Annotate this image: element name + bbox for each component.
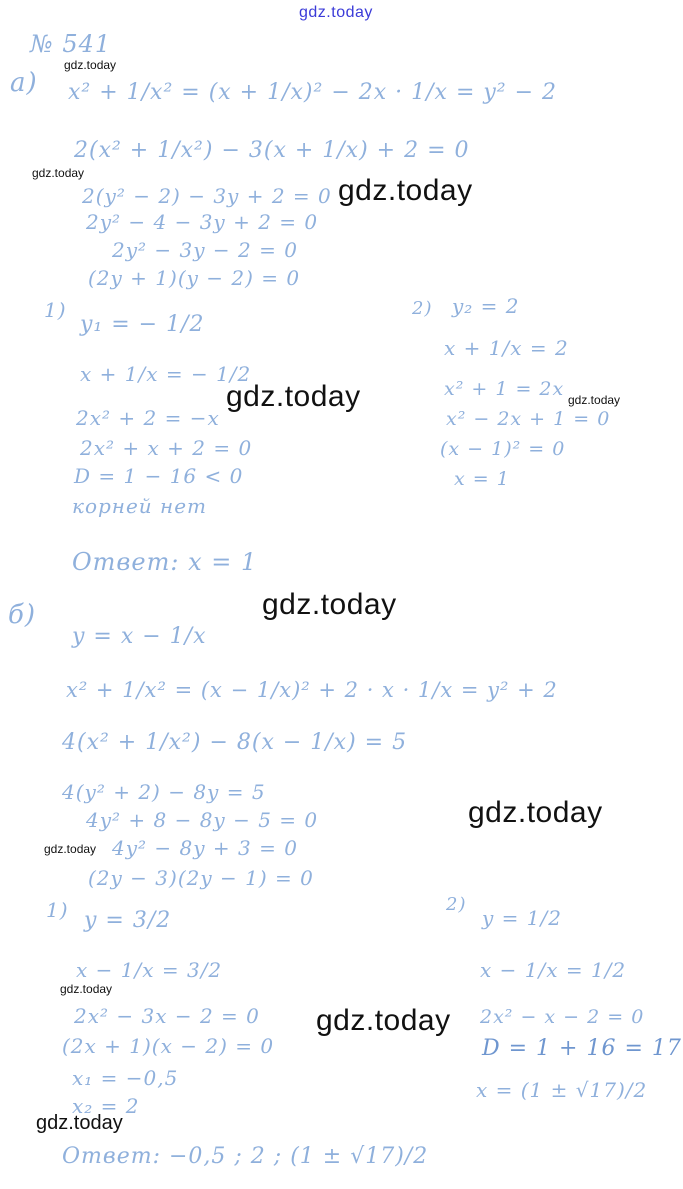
part-b-case1-step: x₁ = −0,5 <box>72 1066 179 1090</box>
part-b-case1-step: (2x + 1)(x − 2) = 0 <box>62 1034 275 1058</box>
watermark-medium[interactable]: gdz.today <box>36 1112 123 1134</box>
part-b-answer: Ответ: −0,5 ; 2 ; (1 ± √17)/2 <box>62 1144 429 1169</box>
part-b-case2-step: 2x² − x − 2 = 0 <box>480 1006 645 1028</box>
part-a-case1-step: 2x² + 2 = −x <box>76 406 220 430</box>
part-a-step: 2y² − 3y − 2 = 0 <box>112 238 298 262</box>
part-a-case1-root: y₁ = − 1/2 <box>80 312 205 337</box>
watermark-top[interactable]: gdz.today <box>299 4 373 21</box>
part-b-step: (2y − 3)(2y − 1) = 0 <box>88 866 314 890</box>
watermark-large[interactable]: gdz.today <box>226 380 361 413</box>
part-a-identity: x² + 1/x² = (x + 1/x)² − 2x · 1/x = y² − 2 <box>68 80 558 105</box>
part-a-equation: 2(x² + 1/x²) − 3(x + 1/x) + 2 = 0 <box>74 138 470 163</box>
part-b-case1-root: y = 3/2 <box>84 908 172 933</box>
part-b-case2-step: x = (1 ± √17)/2 <box>476 1078 648 1102</box>
part-a-label: а) <box>10 68 38 98</box>
part-a-case1-label: 1) <box>44 298 67 322</box>
part-b-case2-step: D = 1 + 16 = 17 <box>482 1036 682 1061</box>
watermark-small[interactable]: gdz.today <box>32 166 85 180</box>
watermark-large[interactable]: gdz.today <box>316 1004 451 1037</box>
part-b-case2-root: y = 1/2 <box>482 906 562 930</box>
part-b-identity: x² + 1/x² = (x − 1/x)² + 2 · x · 1/x = y² + 2 <box>66 678 558 702</box>
part-a-case1-step: корней нет <box>72 494 208 518</box>
part-a-step: 2(y² − 2) − 3y + 2 = 0 <box>82 184 332 208</box>
part-b-step: 4y² + 8 − 8y − 5 = 0 <box>86 808 319 832</box>
part-b-step: 4(y² + 2) − 8y = 5 <box>62 780 266 804</box>
part-b-case1-eq: x − 1/x = 3/2 <box>76 958 223 982</box>
part-b-case1-step: x₂ = 2 <box>72 1094 140 1118</box>
part-b-case2-eq: x − 1/x = 1/2 <box>480 958 627 982</box>
watermark-small[interactable]: gdz.today <box>60 982 113 996</box>
part-a-case1-step: D = 1 − 16 < 0 <box>74 464 244 488</box>
part-b-substitution: y = x − 1/x <box>72 624 207 649</box>
part-b-step: 4y² − 8y + 3 = 0 <box>112 836 298 860</box>
part-a-case2-step: (x − 1)² = 0 <box>440 438 566 460</box>
part-b-case1-step: 2x² − 3x − 2 = 0 <box>74 1004 260 1028</box>
part-a-case1-eq: x + 1/x = − 1/2 <box>80 362 252 386</box>
part-a-case2-root: y₂ = 2 <box>452 294 520 318</box>
part-a-case2-step: x² − 2x + 1 = 0 <box>446 408 611 430</box>
part-b-label: б) <box>8 600 37 630</box>
part-b-case2-label: 2) <box>446 894 467 915</box>
watermark-large[interactable]: gdz.today <box>468 796 603 829</box>
watermark-small[interactable]: gdz.today <box>64 58 117 72</box>
part-a-answer: Ответ: x = 1 <box>72 548 258 576</box>
part-a-step: 2y² − 4 − 3y + 2 = 0 <box>86 210 319 234</box>
part-a-step: (2y + 1)(y − 2) = 0 <box>88 266 301 290</box>
part-b-equation: 4(x² + 1/x²) − 8(x − 1/x) = 5 <box>62 730 408 755</box>
problem-number: № 541 <box>30 30 112 58</box>
part-a-case1-step: 2x² + x + 2 = 0 <box>80 436 253 460</box>
watermark-large[interactable]: gdz.today <box>262 588 397 621</box>
watermark-small[interactable]: gdz.today <box>568 393 621 407</box>
part-a-case2-eq: x + 1/x = 2 <box>444 336 569 360</box>
watermark-large[interactable]: gdz.today <box>338 174 473 207</box>
part-a-case2-step: x = 1 <box>454 468 510 490</box>
part-b-case1-label: 1) <box>46 898 69 922</box>
part-a-case2-step: x² + 1 = 2x <box>444 378 565 400</box>
watermark-small[interactable]: gdz.today <box>44 842 97 856</box>
part-a-case2-label: 2) <box>412 298 433 319</box>
